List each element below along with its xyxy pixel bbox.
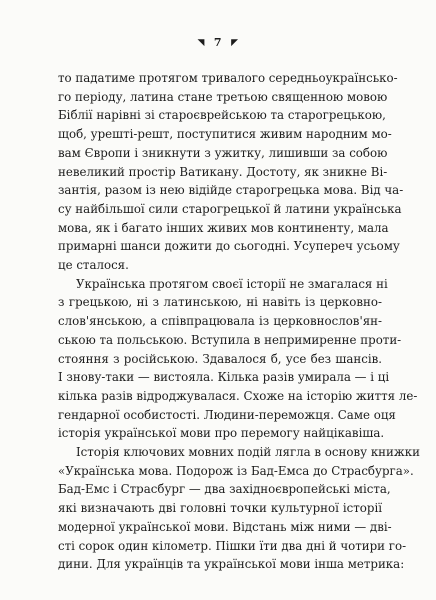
text-line: вам Європи і зникнути з ужитку, лишивши за собою xyxy=(58,145,388,160)
text-line: історія української мови про перемогу найцікавіша. xyxy=(58,426,385,441)
text-line: Біблії нарівні зі староєврейською та старогрецькою, xyxy=(58,108,386,123)
text-line: гендарної особистості. Людини-переможця. Саме оця xyxy=(58,407,396,422)
text-line: зантія, разом із нею відійде старогрецька мова. Від ча- xyxy=(58,183,404,198)
text-line: мова, як і багато інших живих мов континенту, мала xyxy=(58,220,389,235)
triangle-right-icon: ◤ xyxy=(231,38,239,48)
text-line: Історія ключових мовних подій лягла в основу книжки xyxy=(76,445,420,460)
paragraph xyxy=(58,275,418,443)
paragraph xyxy=(58,443,420,574)
paragraph xyxy=(58,69,404,275)
text-line: го періоду, латина стане третьою священною мовою xyxy=(58,89,388,104)
text-line: слов'янською, а співпрацювала із церковнослов'ян- xyxy=(58,314,382,329)
text-line: невеликий простір Ватикану. Достоту, як зникне Ві- xyxy=(58,164,388,179)
text-line: то падатиме протягом тривалого середньоукраїнсько- xyxy=(58,71,398,85)
text-line: кілька разів відроджувалася. Схоже на історію життя ле- xyxy=(58,388,418,403)
body-text xyxy=(58,69,420,574)
text-line: щоб, урешті-решт, поступитися живим народним мо- xyxy=(58,127,392,142)
text-line: які визначають дві головні точки культурної історії xyxy=(58,501,382,516)
text-line: стояння з російською. Здавалося б, усе без шансів. xyxy=(58,351,382,366)
text-line: це сталося. xyxy=(58,258,129,273)
text-line: ською та польською. Вступила в непримиренне проти- xyxy=(58,332,402,347)
text-line: модерної української мови. Відстань між ними — дві- xyxy=(58,519,392,534)
text-line: дини. Для українців та української мови інша метрика: xyxy=(58,557,405,572)
text-line: з грецькою, ні з латинською, ні навіть із церковно- xyxy=(58,295,382,310)
text-line: Українська протягом своєї історії не змагалася ні xyxy=(76,276,388,291)
text-line: примарні шанси дожити до сьогодні. Усупереч усьому xyxy=(58,239,400,254)
page-number: 7 xyxy=(213,36,223,49)
text-line: Бад-Емс і Страсбург — два західноєвропейські міста, xyxy=(58,482,391,497)
text-line: «Українська мова. Подорож із Бад-Емса до Страсбурга». xyxy=(58,463,414,478)
triangle-left-icon: ◥ xyxy=(197,38,205,48)
page-header xyxy=(0,36,436,50)
text-line: су найбільшої сили старогрецької й латини українська xyxy=(58,201,402,216)
text-line: І знову-таки — вистояла. Кілька разів умирала — і ці xyxy=(58,370,390,385)
text-line: сті сорок один кілометр. Пішки їти два дні й чотири го- xyxy=(58,538,407,553)
